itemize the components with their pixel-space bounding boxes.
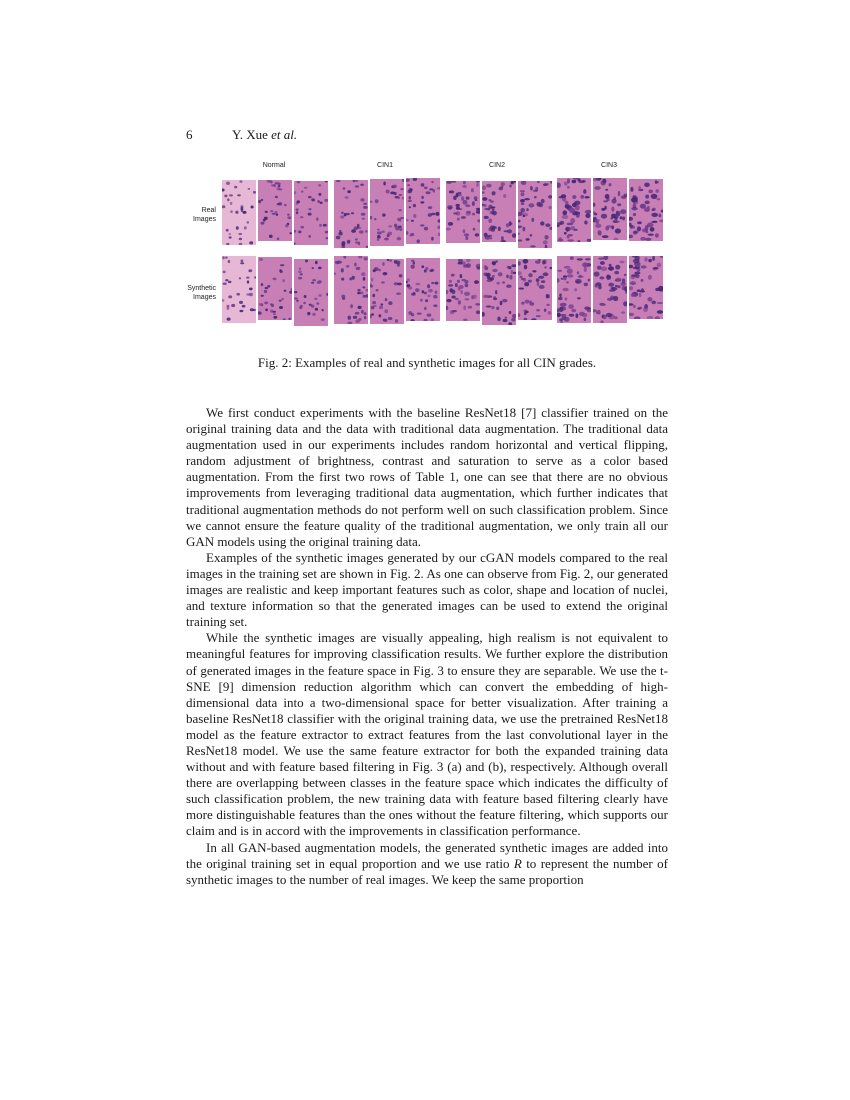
figure-2 [186,158,668,328]
synthetic-tissue-image [557,256,591,323]
real-tissue-image [334,180,368,248]
paragraph: While the synthetic images are visually appealing, high realism is not equivalent to meaningful features for improving classification results. We further explore the distribution of generated images in the feature space in Fig. 3 to ensure they are separable. We use the t-SNE [9] dimension reduction algorithm which can convert the embedding of high-dimensional data into a two-dimensional space for better visualization. After training a baseline ResNet18 classifier with the original training data, we use the pretrained ResNet18 model as the feature extractor to extract features from the last convolutional layer in the ResNet18 model. We use the same feature extractor for both the expanded training data without and with feature based filtering in Fig. 3 (a) and (b), respectively. Although overall there are overlapping between classes in the feature space which indicates the difficulty of such classification problem, the new training data with feature based filtering clearly have more distinguishable features than the ones without the feature filtering, which supports our claim and is in accord with the improvements in classification performance. [186,630,668,839]
row-label-synthetic: Synthetic Images [187,285,216,301]
real-tissue-image [482,181,516,242]
real-tissue-image [593,178,627,240]
paragraph-last: In all GAN-based augmentation models, the generated synthetic images are added into the original training set in equal proportion and we use ratio R to represent the number of synthetic images to the number of real images. We keep the same proportion [186,839,668,887]
synthetic-tissue-image [518,259,552,320]
synthetic-tissue-image [406,258,440,321]
real-tissue-image [294,181,328,245]
grade-label-cin2: CIN2 [489,162,505,169]
row-label-real: Real Images [193,207,216,223]
header-authors: Y. Xue [232,127,268,142]
paragraph: We first conduct experiments with the baseline ResNet18 [7] classifier trained on the original training data and the data with traditional data augmentation. The traditional data augmentation used in our experiments includes random horizontal and vertical flipping, random adjustment of brightness, contrast and saturation to serve as a color based augmentation. From the first two rows of Table 1, one can see that there are no obvious improvements from leveraging traditional data augmentation, which further indicates that traditional augmentation methods do not perform well on such classification problem. Since we cannot ensure the feature quality of the traditional augmentation, we only train all our GAN models using the original training data. [186,405,668,549]
synthetic-tissue-image [446,259,480,321]
synthetic-tissue-image [482,259,516,325]
synthetic-tissue-image [334,256,368,324]
grade-label-cin1: CIN1 [377,162,393,169]
synthetic-tissue-image [629,256,663,319]
grade-label-normal: Normal [262,162,286,169]
header-et-al: et al. [271,127,298,142]
real-tissue-image [222,180,256,245]
synthetic-tissue-image [222,256,256,323]
synthetic-tissue-image [593,256,627,323]
body-text [186,405,668,888]
real-tissue-image [406,178,440,244]
figure-caption: Fig. 2: Examples of real and synthetic images for all CIN grades. [257,355,597,370]
synthetic-tissue-image [294,259,328,326]
real-tissue-image [258,180,292,241]
page-number: 6 [186,127,193,142]
math-var-r: R [513,855,522,871]
real-tissue-image [557,178,591,242]
grade-label-cin3: CIN3 [601,162,617,169]
synthetic-tissue-image [258,257,292,320]
real-tissue-image [518,181,552,248]
real-tissue-image [629,179,663,241]
synthetic-tissue-image [370,259,404,324]
paragraph: Examples of the synthetic images generated by our cGAN models compared to the real images in the training set are shown in Fig. 2. As one can observe from Fig. 2, our generated images are realistic and keep important features such as color, shape and location of nuclei, and texture information so that the generated images can be used to extend the original training set. [186,549,668,630]
running-header [186,127,297,143]
real-tissue-image [370,179,404,246]
real-tissue-image [446,181,480,243]
